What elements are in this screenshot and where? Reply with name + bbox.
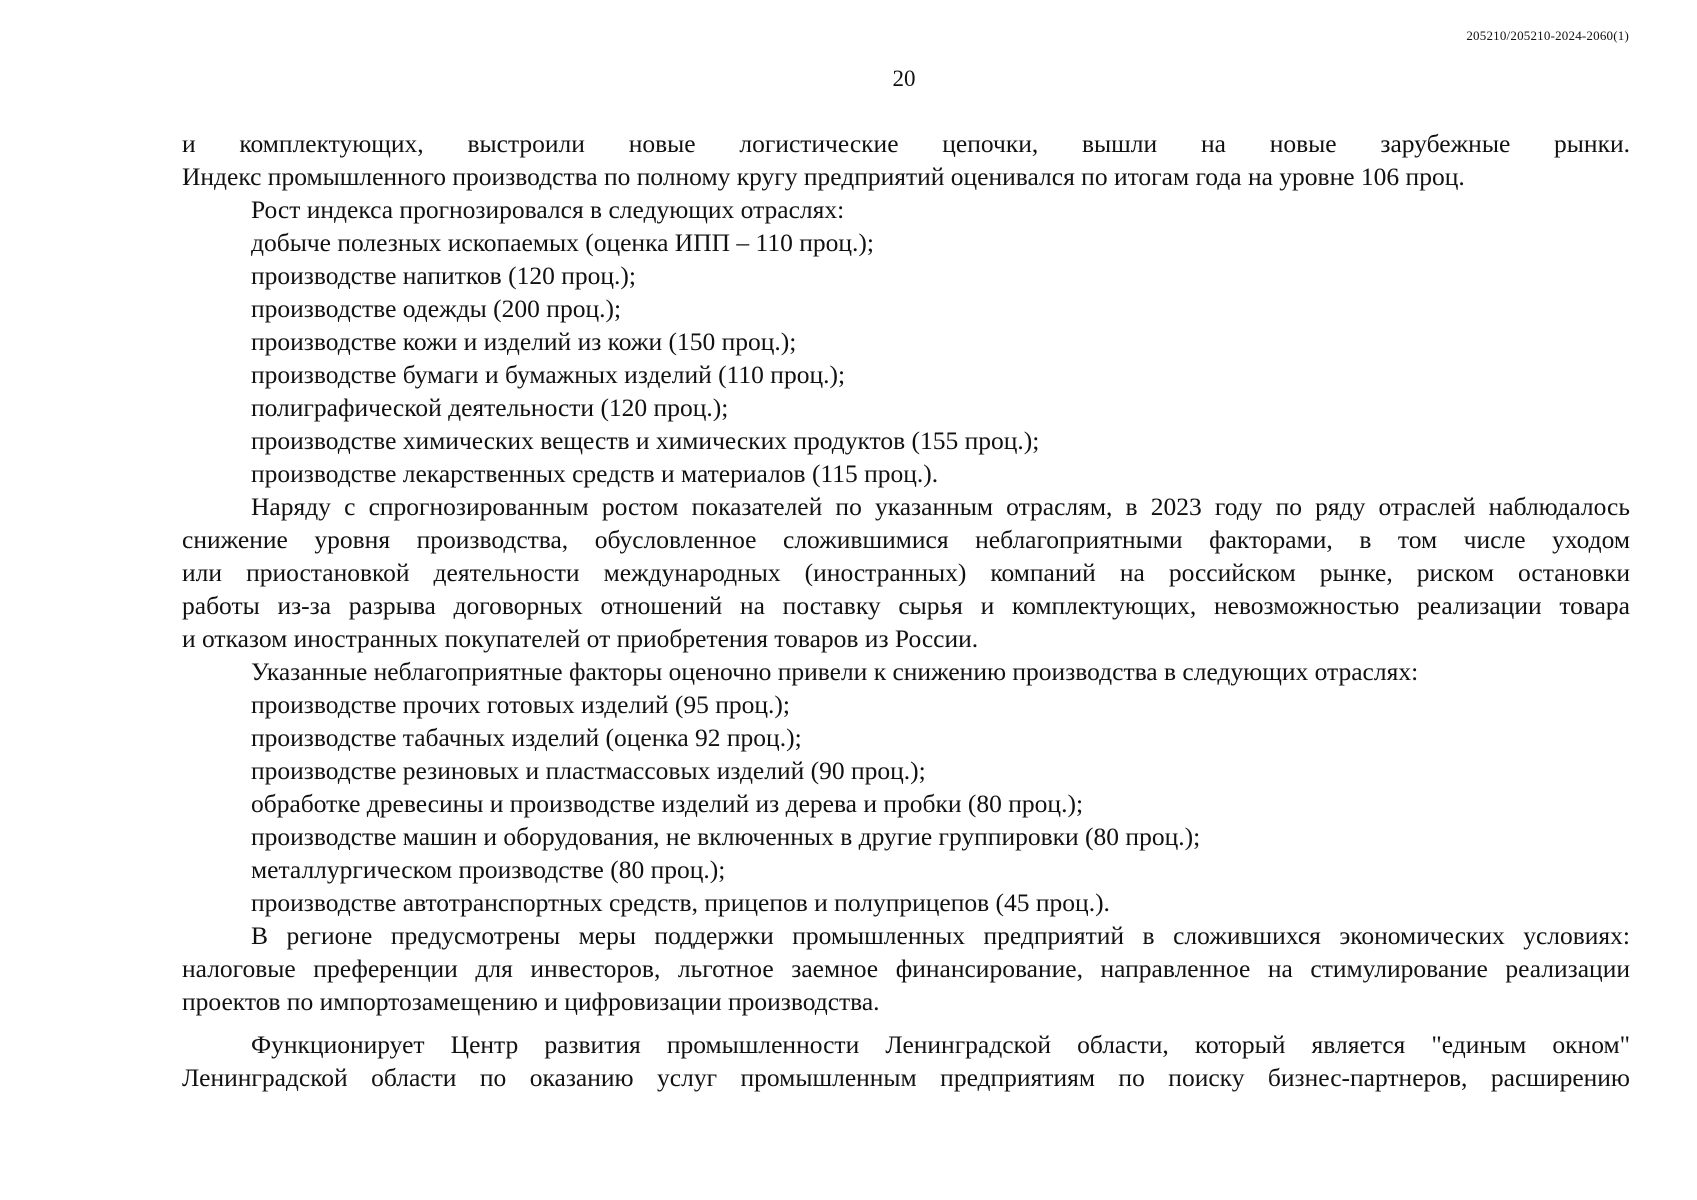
decline-paragraph [182,490,1630,655]
list-item: производстве автотранспортных средств, прицепов и полуприцепов (45 проц.). [251,888,1110,917]
page-number: 20 [892,66,916,91]
paragraph-line: проектов по импортозамещению и цифровизации производства. [182,987,880,1016]
list-item: производстве химических веществ и химических продуктов (155 проц.); [251,426,1040,455]
list-item: производстве табачных изделий (оценка 92 проц.); [251,723,802,752]
paragraph-line: и отказом иностранных покупателей от приобретения товаров из России. [182,624,979,653]
paragraph-line: налоговые преференции для инвесторов, льготное заемное финансирование, направленное на стимулирование реализации [182,954,1630,983]
document-body [182,127,1630,1094]
list-item: металлургическом производстве (80 проц.); [251,855,726,884]
paragraph-line: Функционирует Центр развития промышленности Ленинградской области, который является "единым окном" [251,1030,1630,1059]
list-item: производстве кожи и изделий из кожи (150 проц.); [251,327,797,356]
decline-list [182,688,1630,919]
list-item: добыче полезных ископаемых (оценка ИПП – 110 проц.); [251,228,874,257]
center-paragraph [182,1028,1630,1094]
paragraph-line: Ленинградской области по оказанию услуг промышленным предприятиям по поиску бизнес-партнеров, расширению [182,1063,1630,1092]
document-id: 205210/205210-2024-2060(1) [1466,28,1629,43]
list-item: производстве одежды (200 проц.); [251,294,622,323]
list-item: производстве прочих готовых изделий (95 проц.); [251,690,790,719]
intro-line-1: и комплектующих, выстроили новые логистические цепочки, вышли на новые зарубежные рынки. [182,129,1630,158]
list-item: производстве бумаги и бумажных изделий (110 проц.); [251,360,846,389]
paragraph-line: Наряду с спрогнозированным ростом показателей по указанным отраслям, в 2023 году по ряду отраслей наблюдалось [251,492,1630,521]
list-item: производстве лекарственных средств и материалов (115 проц.). [251,459,939,488]
paragraph-line: В регионе предусмотрены меры поддержки промышленных предприятий в сложившихся экономических условиях: [251,921,1630,950]
intro-line-2: Индекс промышленного производства по полному кругу предприятий оценивался по итогам года на уровне 106 проц. [182,162,1465,191]
list-item: обработке древесины и производстве изделий из дерева и пробки (80 проц.); [251,789,1084,818]
paragraph-line: или приостановкой деятельности международных (иностранных) компаний на российском рынке, риском остановки [182,558,1630,587]
list-item: производстве машин и оборудования, не включенных в другие группировки (80 проц.); [251,822,1201,851]
growth-list [182,226,1630,490]
support-paragraph [182,919,1630,1018]
decline-heading: Указанные неблагоприятные факторы оценочно привели к снижению производства в следующих отраслях: [251,657,1419,686]
list-item: полиграфической деятельности (120 проц.); [251,393,729,422]
paragraph-line: работы из-за разрыва договорных отношений на поставку сырья и комплектующих, невозможностью реализации товара [182,591,1630,620]
paragraph-line: снижение уровня производства, обусловленное сложившимися неблагоприятными факторами, в том числе уходом [182,525,1630,554]
paragraph-gap [182,1018,1630,1028]
list-item: производстве напитков (120 проц.); [251,261,636,290]
list-item: производстве резиновых и пластмассовых изделий (90 проц.); [251,756,926,785]
growth-heading: Рост индекса прогнозировался в следующих отраслях: [251,195,845,224]
